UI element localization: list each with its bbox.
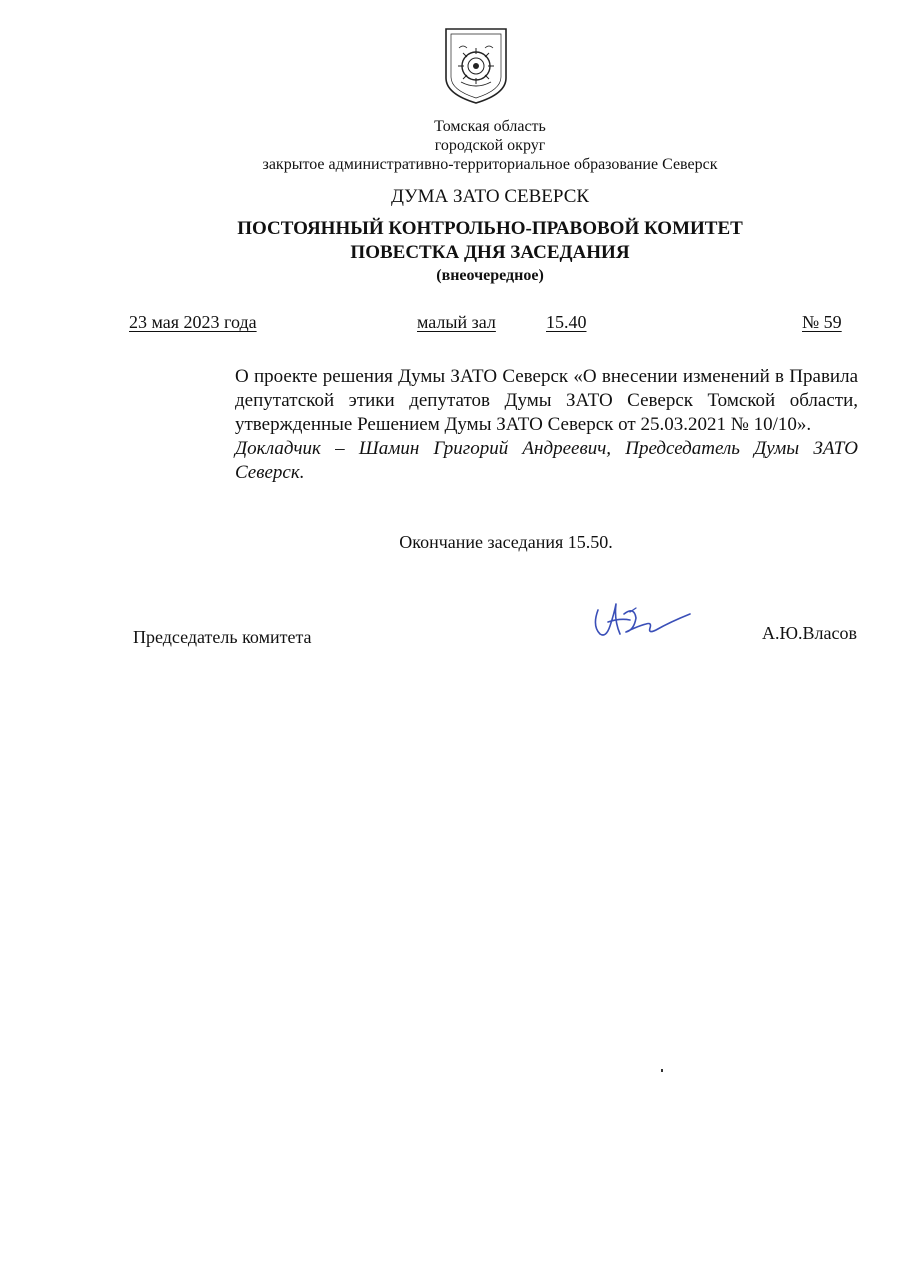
agenda-item	[235, 365, 858, 485]
agenda-number: № 59	[802, 312, 842, 332]
agenda-item-text: О проекте решения Думы ЗАТО Северск «О внесении изменений в Правила депутатской этики депутатов Думы ЗАТО Северск Томской области, утвержденные Решением Думы ЗАТО Северск от 25.03.2021 № 10/10».	[235, 366, 858, 435]
coat-of-arms-icon	[443, 26, 509, 106]
meeting-room: малый зал	[417, 312, 496, 332]
region-line: Томская область	[434, 118, 546, 135]
document-title: ПОВЕСТКА ДНЯ ЗАСЕДАНИЯ	[350, 242, 630, 263]
scan-speck	[661, 1069, 663, 1072]
meeting-date: 23 мая 2023 года	[129, 312, 257, 332]
document-subtitle: (внеочередное)	[436, 267, 544, 284]
meeting-time: 15.40	[546, 312, 587, 332]
committee-title: ПОСТОЯННЫЙ КОНТРОЛЬНО-ПРАВОВОЙ КОМИТЕТ	[237, 218, 743, 239]
signer-position: Председатель комитета	[133, 627, 312, 647]
entity-line: закрытое административно-территориальное образование Северск	[262, 156, 718, 173]
agenda-speaker: Докладчик – Шамин Григорий Андреевич, Председатель Думы ЗАТО Северск.	[235, 438, 858, 483]
handwritten-signature	[590, 596, 700, 642]
closing-line: Окончание заседания 15.50.	[399, 532, 613, 552]
district-line: городской округ	[434, 137, 546, 154]
signer-name: А.Ю.Власов	[762, 623, 857, 643]
organization-title: ДУМА ЗАТО СЕВЕРСК	[390, 186, 590, 207]
